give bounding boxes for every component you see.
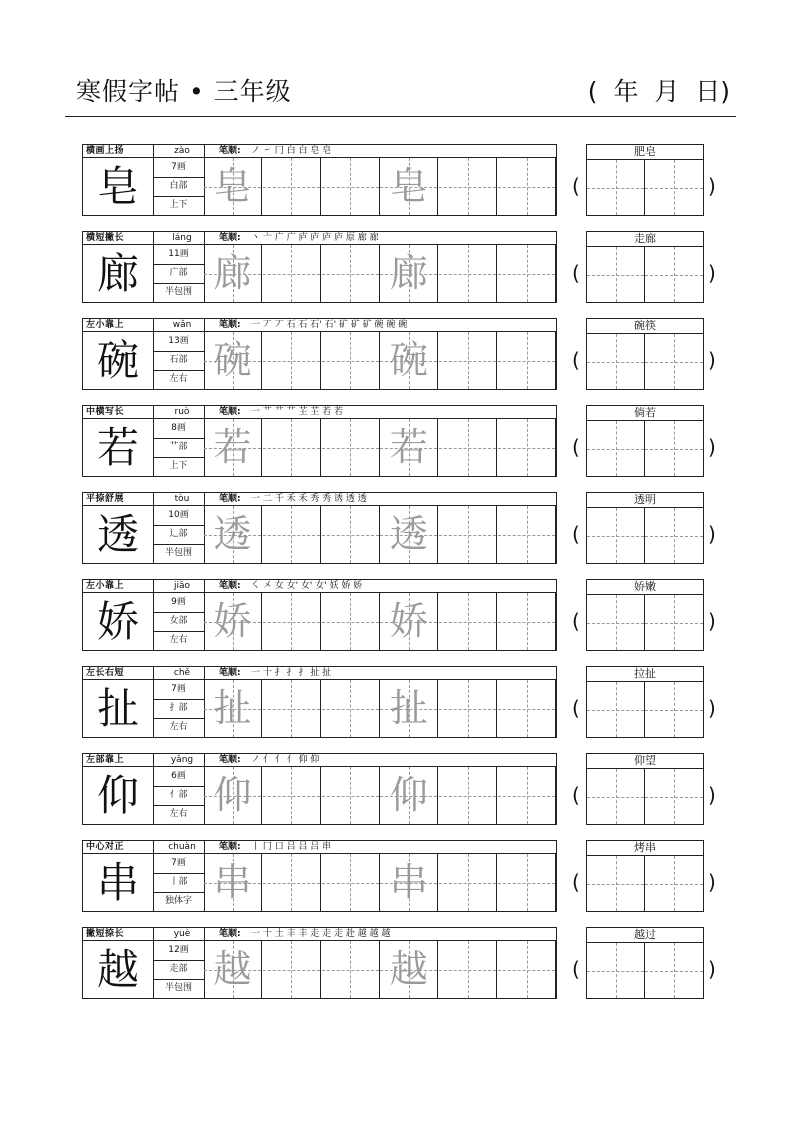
writing-tip: 左部靠上 — [86, 755, 125, 765]
row-header — [82, 318, 557, 332]
writing-cell[interactable] — [439, 332, 497, 389]
radical: 艹部 — [153, 438, 205, 458]
practice-row — [82, 492, 734, 570]
practice-row — [82, 144, 734, 222]
row-header — [82, 840, 557, 854]
writing-cell[interactable] — [322, 767, 380, 824]
stroke-order: 一 十 扌 扌 扌 扯 扯 — [251, 668, 332, 678]
writing-cell[interactable] — [380, 854, 438, 911]
writing-cell[interactable] — [498, 941, 556, 998]
pinyin: chuàn — [168, 842, 196, 852]
stroke-order-label: 笔顺: — [219, 407, 241, 417]
model-character: 碗 — [83, 332, 154, 389]
writing-cell[interactable] — [498, 332, 556, 389]
model-character: 透 — [83, 506, 154, 563]
stroke-order: 一 十 土 丰 丰 走 走 走 赴 越 越 越 — [251, 929, 391, 939]
pinyin: chě — [173, 668, 191, 678]
writing-cell[interactable] — [322, 941, 380, 998]
stroke-count: 13画 — [153, 332, 205, 352]
writing-area — [82, 940, 557, 999]
word-label: 烤串 — [586, 840, 704, 856]
header-divider — [65, 116, 736, 117]
writing-cell[interactable] — [322, 506, 380, 563]
writing-cell[interactable] — [322, 419, 380, 476]
trace-character: 仰 — [389, 773, 428, 817]
radical: 丨部 — [153, 873, 205, 893]
word-writing-grid[interactable] — [586, 159, 704, 216]
writing-cell[interactable] — [439, 593, 497, 650]
right-paren: ) — [708, 174, 716, 198]
writing-area — [82, 157, 557, 216]
word-box — [586, 231, 704, 303]
stroke-order-label: 笔顺: — [219, 146, 241, 156]
structure: 上下 — [153, 196, 205, 215]
left-paren: ( — [572, 957, 580, 981]
trace-character: 娇 — [389, 599, 428, 643]
writing-area — [82, 853, 557, 912]
stroke-count: 7画 — [153, 680, 205, 700]
model-character: 若 — [83, 419, 154, 476]
writing-cell[interactable] — [498, 158, 556, 215]
stroke-count: 10画 — [153, 506, 205, 526]
practice-row — [82, 231, 734, 309]
writing-cell[interactable] — [380, 941, 438, 998]
writing-cell[interactable] — [380, 506, 438, 563]
writing-area — [82, 592, 557, 651]
model-character: 廊 — [83, 245, 154, 302]
pinyin: yuè — [173, 929, 191, 939]
writing-cell[interactable] — [322, 332, 380, 389]
writing-cell[interactable] — [380, 767, 438, 824]
right-paren: ) — [708, 870, 716, 894]
practice-row — [82, 666, 734, 744]
writing-cell[interactable] — [204, 419, 262, 476]
writing-cell[interactable] — [380, 419, 438, 476]
writing-cell[interactable] — [263, 245, 321, 302]
word-writing-grid[interactable] — [586, 594, 704, 651]
stroke-count: 6画 — [153, 767, 205, 787]
right-paren: ) — [708, 261, 716, 285]
writing-tip: 横画上扬 — [86, 146, 125, 156]
stroke-order-label: 笔顺: — [219, 233, 241, 243]
writing-cell[interactable] — [263, 506, 321, 563]
trace-character: 碗 — [213, 338, 252, 382]
writing-cell[interactable] — [380, 680, 438, 737]
radical: 石部 — [153, 351, 205, 371]
practice-row — [82, 318, 734, 396]
writing-tip: 横短撇长 — [86, 233, 125, 243]
model-character: 越 — [83, 941, 154, 998]
practice-row — [82, 405, 734, 483]
page-title: 寒假字帖 • 三年级 — [76, 77, 292, 106]
word-box — [586, 753, 704, 825]
writing-cell[interactable] — [380, 593, 438, 650]
stroke-order-label: 笔顺: — [219, 842, 241, 852]
structure: 左右 — [153, 370, 205, 389]
writing-tip: 平捺舒展 — [86, 494, 125, 504]
trace-character: 碗 — [389, 338, 428, 382]
practice-row — [82, 579, 734, 657]
writing-cell[interactable] — [322, 593, 380, 650]
radical: 白部 — [153, 177, 205, 197]
date-field: ( 年 月 日) — [587, 77, 730, 106]
word-box — [586, 405, 704, 477]
writing-area — [82, 418, 557, 477]
writing-cell[interactable] — [204, 767, 262, 824]
structure: 上下 — [153, 457, 205, 476]
writing-tip: 中横写长 — [86, 407, 125, 417]
writing-cell[interactable] — [263, 593, 321, 650]
structure: 独体字 — [153, 892, 205, 911]
stroke-order-label: 笔顺: — [219, 494, 241, 504]
writing-cell[interactable] — [204, 245, 262, 302]
writing-cell[interactable] — [498, 245, 556, 302]
row-header — [82, 231, 557, 245]
writing-cell[interactable] — [498, 854, 556, 911]
writing-cell[interactable] — [204, 593, 262, 650]
stroke-count: 7画 — [153, 158, 205, 178]
word-writing-grid[interactable] — [586, 333, 704, 390]
writing-cell[interactable] — [380, 245, 438, 302]
trace-character: 扯 — [213, 686, 252, 730]
writing-cell[interactable] — [204, 158, 262, 215]
writing-cell[interactable] — [263, 941, 321, 998]
left-paren: ( — [572, 870, 580, 894]
model-character: 皂 — [83, 158, 154, 215]
row-header — [82, 753, 557, 767]
pinyin: jiāo — [173, 581, 191, 591]
trace-character: 若 — [389, 425, 428, 469]
word-label: 碗筷 — [586, 318, 704, 334]
stroke-count: 11画 — [153, 245, 205, 265]
writing-cell[interactable] — [498, 680, 556, 737]
word-writing-grid[interactable] — [586, 768, 704, 825]
structure: 半包围 — [153, 979, 205, 998]
word-label: 透明 — [586, 492, 704, 508]
writing-cell[interactable] — [204, 941, 262, 998]
stroke-order: 一 丆 丆 石 石 石' 石' 矿 矿 矿 碗 碗 碗 — [251, 320, 408, 330]
writing-cell[interactable] — [498, 506, 556, 563]
writing-cell[interactable] — [322, 158, 380, 215]
stroke-count: 9画 — [153, 593, 205, 613]
stroke-order: 一 二 千 禾 禾 秀 秀 诱 透 透 — [251, 494, 367, 504]
writing-area — [82, 505, 557, 564]
word-label: 走廊 — [586, 231, 704, 247]
trace-character: 扯 — [389, 686, 428, 730]
writing-cell[interactable] — [439, 854, 497, 911]
left-paren: ( — [572, 696, 580, 720]
pinyin: wǎn — [172, 320, 192, 330]
row-header — [82, 144, 557, 158]
writing-cell[interactable] — [498, 593, 556, 650]
writing-cell[interactable] — [263, 767, 321, 824]
writing-cell[interactable] — [322, 245, 380, 302]
writing-area — [82, 244, 557, 303]
trace-character: 娇 — [213, 599, 252, 643]
pinyin: láng — [172, 233, 192, 243]
trace-character: 皂 — [389, 164, 428, 208]
stroke-order-label: 笔顺: — [219, 755, 241, 765]
left-paren: ( — [572, 522, 580, 546]
left-paren: ( — [572, 435, 580, 459]
left-paren: ( — [572, 174, 580, 198]
pinyin: tòu — [174, 494, 190, 504]
stroke-order-label: 笔顺: — [219, 320, 241, 330]
word-writing-grid[interactable] — [586, 942, 704, 999]
writing-cell[interactable] — [439, 941, 497, 998]
stroke-count: 7画 — [153, 854, 205, 874]
stroke-order-label: 笔顺: — [219, 581, 241, 591]
right-paren: ) — [708, 435, 716, 459]
stroke-order: 丶 亠 广 广 庐 庐 庐 庐 原 廊 廊 — [251, 233, 379, 243]
right-paren: ) — [708, 696, 716, 720]
structure: 左右 — [153, 631, 205, 650]
writing-cell[interactable] — [204, 506, 262, 563]
trace-character: 仰 — [213, 773, 252, 817]
row-header — [82, 579, 557, 593]
word-box — [586, 492, 704, 564]
stroke-order: ノ 亻 亻 亻 仰 仰 — [251, 755, 320, 765]
trace-character: 越 — [389, 947, 428, 991]
structure: 左右 — [153, 718, 205, 737]
left-paren: ( — [572, 783, 580, 807]
writing-cell[interactable] — [204, 854, 262, 911]
writing-area — [82, 766, 557, 825]
word-box — [586, 579, 704, 651]
word-label: 肥皂 — [586, 144, 704, 160]
trace-character: 串 — [389, 860, 428, 904]
row-header — [82, 927, 557, 941]
writing-cell[interactable] — [498, 767, 556, 824]
stroke-order: ㇛ 㐅 女 女' 女' 女' 妖 娇 娇 — [251, 581, 363, 591]
word-box — [586, 927, 704, 999]
pinyin: zào — [174, 146, 190, 156]
pinyin: yǎng — [170, 755, 194, 765]
right-paren: ) — [708, 522, 716, 546]
model-character: 串 — [83, 854, 154, 911]
writing-cell[interactable] — [263, 332, 321, 389]
trace-character: 皂 — [213, 164, 252, 208]
writing-cell[interactable] — [204, 680, 262, 737]
word-box — [586, 840, 704, 912]
word-writing-grid[interactable] — [586, 855, 704, 912]
writing-area — [82, 331, 557, 390]
radical: 女部 — [153, 612, 205, 632]
practice-row — [82, 840, 734, 918]
stroke-order: ノ ㇀ 冂 白 白 皂 皂 — [251, 146, 332, 156]
writing-cell[interactable] — [439, 506, 497, 563]
left-paren: ( — [572, 609, 580, 633]
word-writing-grid[interactable] — [586, 420, 704, 477]
stroke-order: 丨 冂 口 吕 吕 吕 串 — [251, 842, 332, 852]
radical: 广部 — [153, 264, 205, 284]
word-label: 仰望 — [586, 753, 704, 769]
row-header — [82, 666, 557, 680]
trace-character: 串 — [213, 860, 252, 904]
writing-cell[interactable] — [439, 245, 497, 302]
stroke-count: 8画 — [153, 419, 205, 439]
practice-row — [82, 753, 734, 831]
word-label: 拉扯 — [586, 666, 704, 682]
stroke-count: 12画 — [153, 941, 205, 961]
row-header — [82, 405, 557, 419]
model-character: 娇 — [83, 593, 154, 650]
writing-cell[interactable] — [498, 419, 556, 476]
left-paren: ( — [572, 261, 580, 285]
model-character: 仰 — [83, 767, 154, 824]
radical: 辶部 — [153, 525, 205, 545]
writing-tip: 左小靠上 — [86, 320, 125, 330]
writing-cell[interactable] — [204, 332, 262, 389]
word-box — [586, 666, 704, 738]
writing-cell[interactable] — [439, 158, 497, 215]
left-paren: ( — [572, 348, 580, 372]
writing-tip: 撇短捺长 — [86, 929, 125, 939]
stroke-order-label: 笔顺: — [219, 668, 241, 678]
trace-character: 越 — [213, 947, 252, 991]
radical: 走部 — [153, 960, 205, 980]
word-box — [586, 318, 704, 390]
trace-character: 若 — [213, 425, 252, 469]
structure: 半包围 — [153, 544, 205, 563]
writing-cell[interactable] — [322, 854, 380, 911]
word-label: 越过 — [586, 927, 704, 943]
word-box — [586, 144, 704, 216]
trace-character: 透 — [389, 512, 428, 556]
trace-character: 透 — [213, 512, 252, 556]
row-header — [82, 492, 557, 506]
right-paren: ) — [708, 609, 716, 633]
right-paren: ) — [708, 957, 716, 981]
pinyin: ruò — [174, 407, 190, 417]
writing-cell[interactable] — [380, 332, 438, 389]
word-writing-grid[interactable] — [586, 507, 704, 564]
writing-cell[interactable] — [263, 419, 321, 476]
writing-tip: 左长右短 — [86, 668, 125, 678]
structure: 左右 — [153, 805, 205, 824]
radical: 扌部 — [153, 699, 205, 719]
writing-tip: 中心对正 — [86, 842, 125, 852]
word-writing-grid[interactable] — [586, 246, 704, 303]
writing-cell[interactable] — [263, 854, 321, 911]
model-character: 扯 — [83, 680, 154, 737]
word-label: 娇嫩 — [586, 579, 704, 595]
writing-area — [82, 679, 557, 738]
practice-row — [82, 927, 734, 1005]
writing-cell[interactable] — [439, 767, 497, 824]
writing-cell[interactable] — [380, 158, 438, 215]
trace-character: 廊 — [389, 251, 428, 295]
word-writing-grid[interactable] — [586, 681, 704, 738]
writing-cell[interactable] — [263, 680, 321, 737]
right-paren: ) — [708, 348, 716, 372]
trace-character: 廊 — [213, 251, 252, 295]
structure: 半包围 — [153, 283, 205, 302]
writing-cell[interactable] — [322, 680, 380, 737]
writing-cell[interactable] — [439, 419, 497, 476]
stroke-order-label: 笔顺: — [219, 929, 241, 939]
writing-cell[interactable] — [263, 158, 321, 215]
stroke-order: 一 艹 艹 艹 芏 芏 若 若 — [251, 407, 344, 417]
writing-cell[interactable] — [439, 680, 497, 737]
word-label: 倘若 — [586, 405, 704, 421]
writing-tip: 左小靠上 — [86, 581, 125, 591]
radical: 亻部 — [153, 786, 205, 806]
right-paren: ) — [708, 783, 716, 807]
